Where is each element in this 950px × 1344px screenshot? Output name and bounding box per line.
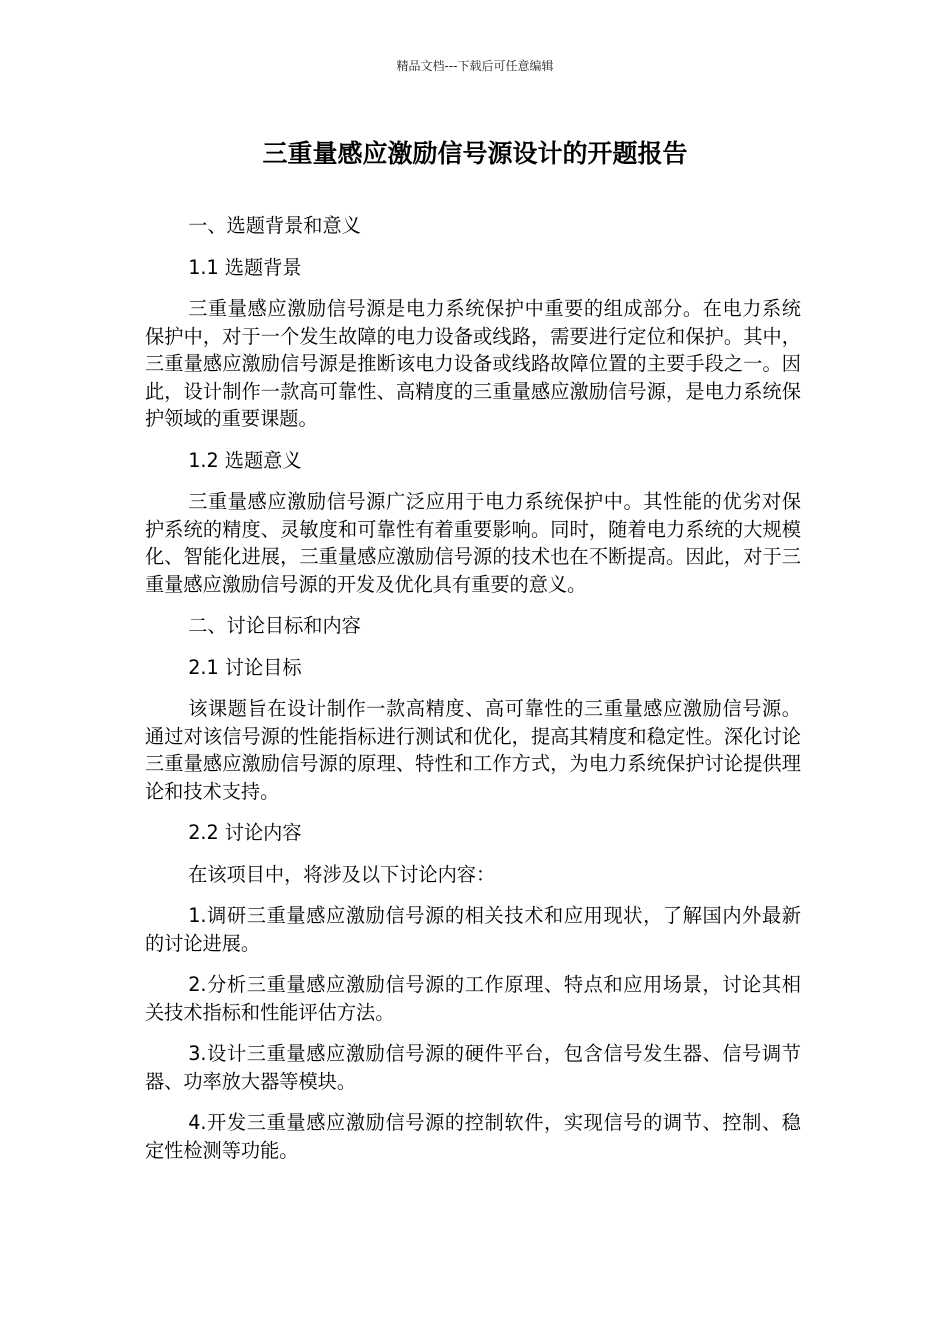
section-heading-1: 一、选题背景和意义 [188,214,361,237]
subsection-heading-2-1: 2.1 讨论目标 [188,655,302,679]
body-paragraph: 在该项目中，将涉及以下讨论内容： [188,862,496,886]
header-watermark: 精品文档---下载后可任意编辑 [396,59,554,73]
body-paragraph: 三重量感应激励信号源是电力系统保护中重要的组成部分。在电力系统保护中，对于一个发生故障的电力设备或线路，需要进行定位和保护。其中，三重量感应激励信号源是推断该电力设备或线路故障位置的主要手段之一。因此，设计制作一款高可靠性、高精度的三重量感应激励信号源，是电力系统保护领域的重要课题。 [145,297,801,430]
list-item: 3.设计三重量感应激励信号源的硬件平台，包含信号发生器、信号调节器、功率放大器等模块。 [145,1042,801,1093]
document-body [145,212,801,1178]
subsection-heading-1-2: 1.2 选题意义 [188,448,302,472]
list-item: 2.分析三重量感应激励信号源的工作原理、特点和应用场景，讨论其相关技术指标和性能评估方法。 [145,973,801,1024]
list-item: 1.调研三重量感应激励信号源的相关技术和应用现状，了解国内外最新的讨论进展。 [145,904,801,955]
list-item: 4.开发三重量感应激励信号源的控制软件，实现信号的调节、控制、稳定性检测等功能。 [145,1111,801,1162]
body-paragraph: 三重量感应激励信号源广泛应用于电力系统保护中。其性能的优劣对保护系统的精度、灵敏度和可靠性有着重要影响。同时，随着电力系统的大规模化、智能化进展，三重量感应激励信号源的技术也在不断提高。因此，对于三重量感应激励信号源的开发及优化具有重要的意义。 [145,490,801,596]
body-paragraph: 该课题旨在设计制作一款高精度、高可靠性的三重量感应激励信号源。通过对该信号源的性能指标进行测试和优化，提高其精度和稳定性。深化讨论三重量感应激励信号源的原理、特性和工作方式，为电力系统保护讨论提供理论和技术支持。 [145,697,801,803]
subsection-heading-1-1: 1.1 选题背景 [188,255,302,279]
section-heading-2: 二、讨论目标和内容 [188,614,361,637]
document-title: 三重量感应激励信号源设计的开题报告 [262,139,688,168]
subsection-heading-2-2: 2.2 讨论内容 [188,821,302,844]
